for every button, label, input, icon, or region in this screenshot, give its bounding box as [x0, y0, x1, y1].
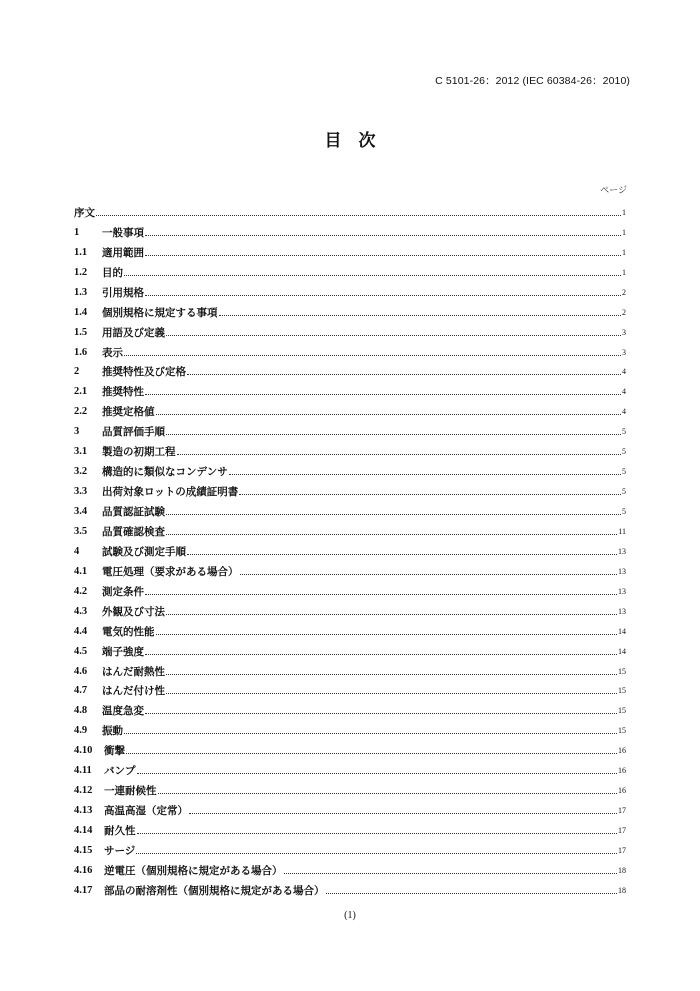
dot-leader — [156, 414, 622, 415]
toc-entry-number: 4.1 — [74, 565, 88, 577]
toc-entry-page: 16 — [618, 746, 626, 756]
toc-entry-title: 表示 — [102, 346, 123, 359]
toc-entry-page: 4 — [622, 407, 626, 417]
toc-entry-title: サージ — [104, 844, 136, 857]
toc-title: 目 次 — [324, 131, 376, 151]
toc-entry-number: 3.3 — [74, 486, 88, 498]
toc-entry-title: 温度急変 — [102, 705, 144, 718]
toc-entry-number: 1.6 — [74, 346, 88, 358]
footer-page-number: (1) — [344, 910, 356, 921]
toc-entry-page: 5 — [622, 507, 626, 516]
toc-entry-page: 18 — [618, 865, 626, 875]
toc-entry-title: 測定条件 — [102, 585, 144, 598]
dot-leader — [189, 813, 617, 814]
dot-leader — [166, 514, 621, 515]
toc-entry-number: 4.6 — [74, 665, 88, 677]
toc-entry-title: 品質評価手順 — [102, 426, 165, 439]
toc-entry-number: 1.1 — [74, 246, 88, 258]
toc-entry[interactable] — [74, 378, 626, 398]
toc-entry[interactable] — [74, 259, 626, 279]
toc-entry-page: 17 — [618, 806, 626, 816]
toc-entry-page: 17 — [618, 826, 626, 835]
dot-leader — [166, 674, 617, 675]
toc-entry-page: 2 — [622, 287, 626, 297]
toc-entry-title: 推奨特性及び定格 — [102, 366, 186, 379]
toc-entry-page: 4 — [622, 387, 626, 397]
toc-entry-page: 1 — [622, 267, 626, 277]
toc-entry-number: 2.2 — [74, 406, 88, 418]
toc-entry[interactable] — [74, 319, 626, 339]
toc-entry[interactable] — [74, 697, 626, 717]
toc-entry-page: 13 — [618, 546, 626, 556]
toc-entry-number: 4.5 — [74, 645, 88, 657]
toc-entry-number: 4.4 — [74, 625, 88, 637]
toc-entry-page: 15 — [618, 666, 626, 676]
toc-entry[interactable] — [74, 239, 626, 259]
toc-entry-title: 一連耐候性 — [104, 785, 157, 798]
toc-entry[interactable] — [74, 279, 626, 299]
page-column-label: ページ — [600, 186, 627, 196]
toc-entry[interactable] — [74, 199, 626, 219]
toc-entry[interactable] — [74, 458, 626, 478]
toc-entry[interactable] — [74, 359, 626, 379]
toc-entry-number: 4.15 — [74, 844, 93, 856]
toc-entry[interactable] — [74, 478, 626, 498]
toc-entry-number: 2 — [74, 366, 80, 378]
toc-entry-page: 5 — [622, 427, 626, 437]
toc-entry-title: 耐久性 — [104, 825, 136, 837]
toc-entry-number: 4.7 — [74, 685, 88, 697]
toc-entry[interactable] — [74, 598, 626, 618]
toc-entry-page: 1 — [622, 207, 626, 217]
dot-leader — [177, 454, 622, 455]
toc-entry-title: 序文 — [74, 206, 95, 219]
toc-entry-page: 14 — [618, 626, 626, 636]
dot-leader — [145, 654, 617, 655]
toc-entry-title: 電気的性能 — [102, 625, 155, 638]
toc-entry-title: 出荷対象ロットの成績証明書 — [102, 486, 239, 499]
dot-leader — [166, 693, 617, 694]
dot-leader — [326, 893, 618, 894]
toc-entry-number: 4.17 — [74, 884, 93, 896]
dot-leader — [166, 434, 621, 435]
dot-leader — [158, 793, 618, 794]
toc-entry-number: 4.12 — [74, 785, 93, 797]
toc-entry[interactable] — [74, 299, 626, 319]
toc-entry-title: 推奨特性 — [102, 386, 144, 399]
toc-entry-number: 1.2 — [74, 266, 88, 278]
toc-entry-title: 品質確認検査 — [102, 525, 165, 538]
toc-entry[interactable] — [74, 518, 626, 538]
toc-entry-page: 15 — [618, 706, 626, 716]
toc-entry-page: 15 — [618, 686, 626, 696]
toc-entry-page: 5 — [622, 467, 626, 477]
dot-leader — [145, 295, 621, 296]
toc-entry[interactable] — [74, 658, 626, 678]
toc-entry-page: 13 — [618, 586, 626, 596]
dot-leader — [166, 614, 617, 615]
toc-entry-number: 1.4 — [74, 306, 88, 318]
toc-entry-page: 16 — [618, 766, 626, 776]
toc-entry-title: 製造の初期工程 — [102, 446, 176, 459]
toc-entry-title: バンプ — [104, 765, 136, 778]
dot-leader — [187, 554, 617, 555]
toc-entry-number: 3.4 — [74, 506, 88, 517]
toc-entry-title: 引用規格 — [102, 286, 144, 299]
toc-entry-title: はんだ付け性 — [102, 685, 165, 698]
toc-entry[interactable] — [74, 339, 626, 359]
toc-entry-title: 逆電圧（個別規格に規定がある場合） — [104, 864, 283, 877]
toc-entry-number: 3.2 — [74, 466, 88, 478]
toc-entry-number: 3 — [74, 426, 80, 438]
dot-leader — [145, 255, 621, 256]
toc-entry[interactable] — [74, 717, 626, 737]
toc-entry-title: 目的 — [102, 266, 123, 279]
toc-entry-number: 4.16 — [74, 864, 93, 876]
toc-entry-page: 1 — [622, 247, 626, 257]
dot-leader — [145, 394, 621, 395]
dot-leader — [240, 574, 618, 575]
dot-leader — [124, 733, 617, 734]
toc-entry-number: 4.14 — [74, 825, 93, 836]
toc-entry-title: 振動 — [102, 725, 123, 738]
dot-leader — [166, 534, 617, 535]
toc-entry-title: 電圧処理（要求がある場合） — [102, 565, 239, 578]
toc-entry[interactable] — [74, 817, 626, 837]
toc-entry[interactable] — [74, 418, 626, 438]
toc-entry[interactable] — [74, 618, 626, 638]
toc-entry[interactable] — [74, 757, 626, 777]
toc-entry-title: 推奨定格値 — [102, 406, 155, 419]
toc-entry[interactable] — [74, 737, 626, 757]
toc-entry[interactable] — [74, 857, 626, 877]
dot-leader — [137, 833, 618, 834]
dot-leader — [219, 315, 622, 316]
toc-entry-number: 1.5 — [74, 326, 88, 338]
dot-leader — [126, 753, 617, 754]
toc-entry[interactable] — [74, 638, 626, 658]
toc-entry-title: 外観及び寸法 — [102, 605, 165, 618]
toc-entry-title: 端子強度 — [102, 645, 144, 658]
document-code: C 5101-26：2012 (IEC 60384-26：2010) — [435, 75, 630, 87]
toc-entry-page: 17 — [618, 845, 626, 855]
toc-entry-title: はんだ耐熱性 — [102, 665, 165, 678]
toc-entry-page: 14 — [618, 646, 626, 656]
toc-entry-page: 13 — [618, 566, 626, 576]
toc-entry-title: 部品の耐溶剤性（個別規格に規定がある場合） — [104, 884, 325, 897]
toc-entry-number: 3.5 — [74, 525, 88, 537]
toc-list — [74, 199, 626, 897]
dot-leader — [137, 773, 618, 774]
toc-entry-number: 4.2 — [74, 585, 88, 597]
toc-entry-page: 4 — [622, 367, 626, 377]
toc-entry-number: 4.8 — [74, 705, 88, 717]
toc-entry-page: 18 — [618, 885, 626, 895]
toc-entry-number: 1 — [74, 226, 80, 238]
dot-leader — [156, 634, 618, 635]
toc-entry[interactable] — [74, 678, 626, 698]
dot-leader — [124, 355, 621, 356]
toc-entry-number: 4.11 — [74, 765, 92, 777]
dot-leader — [284, 873, 618, 874]
toc-entry-number: 2.1 — [74, 386, 88, 398]
toc-entry-title: 構造的に類似なコンデンサ — [102, 466, 228, 479]
dot-leader — [229, 474, 621, 475]
dot-leader — [124, 275, 621, 276]
toc-entry-page: 3 — [622, 327, 626, 337]
dot-leader — [187, 374, 621, 375]
dot-leader — [239, 494, 621, 495]
dot-leader — [96, 215, 621, 216]
toc-entry-number: 4.10 — [74, 745, 93, 757]
toc-entry-title: 衝撃 — [104, 745, 125, 758]
toc-entry-page: 11 — [618, 526, 626, 536]
dot-leader — [145, 235, 621, 236]
toc-entry-page: 3 — [622, 347, 626, 357]
toc-entry-page: 1 — [622, 227, 626, 237]
toc-entry[interactable] — [74, 398, 626, 418]
toc-entry-title: 適用範囲 — [102, 246, 144, 259]
toc-entry-number: 4.13 — [74, 805, 93, 817]
toc-entry-number: 4 — [74, 545, 80, 557]
toc-entry-page: 2 — [622, 307, 626, 317]
toc-entry-number: 3.1 — [74, 446, 88, 458]
toc-entry-title: 試験及び測定手順 — [102, 545, 186, 558]
toc-entry[interactable] — [74, 498, 626, 518]
toc-entry-page: 5 — [622, 447, 626, 457]
toc-entry[interactable] — [74, 219, 626, 239]
dot-leader — [136, 853, 617, 854]
toc-entry-title: 品質認証試験 — [102, 506, 165, 518]
toc-entry-number: 4.9 — [74, 725, 88, 737]
toc-entry[interactable] — [74, 558, 626, 578]
toc-entry-title: 用語及び定義 — [102, 326, 165, 339]
toc-entry[interactable] — [74, 877, 626, 897]
toc-entry-page: 16 — [618, 786, 626, 796]
toc-entry-page: 15 — [618, 726, 626, 736]
dot-leader — [145, 713, 617, 714]
toc-entry-title: 一般事項 — [102, 226, 144, 239]
toc-entry[interactable] — [74, 578, 626, 598]
toc-entry-page: 5 — [622, 487, 626, 497]
dot-leader — [145, 594, 617, 595]
toc-entry[interactable] — [74, 777, 626, 797]
toc-entry-number: 1.3 — [74, 286, 88, 298]
toc-entry-number: 4.3 — [74, 605, 88, 617]
toc-entry[interactable] — [74, 438, 626, 458]
toc-entry[interactable] — [74, 837, 626, 857]
toc-entry-title: 高温高湿（定常） — [104, 805, 188, 818]
toc-entry-page: 13 — [618, 606, 626, 616]
toc-entry[interactable] — [74, 797, 626, 817]
toc-entry-title: 個別規格に規定する事項 — [102, 306, 218, 319]
dot-leader — [166, 335, 621, 336]
toc-entry[interactable] — [74, 538, 626, 558]
